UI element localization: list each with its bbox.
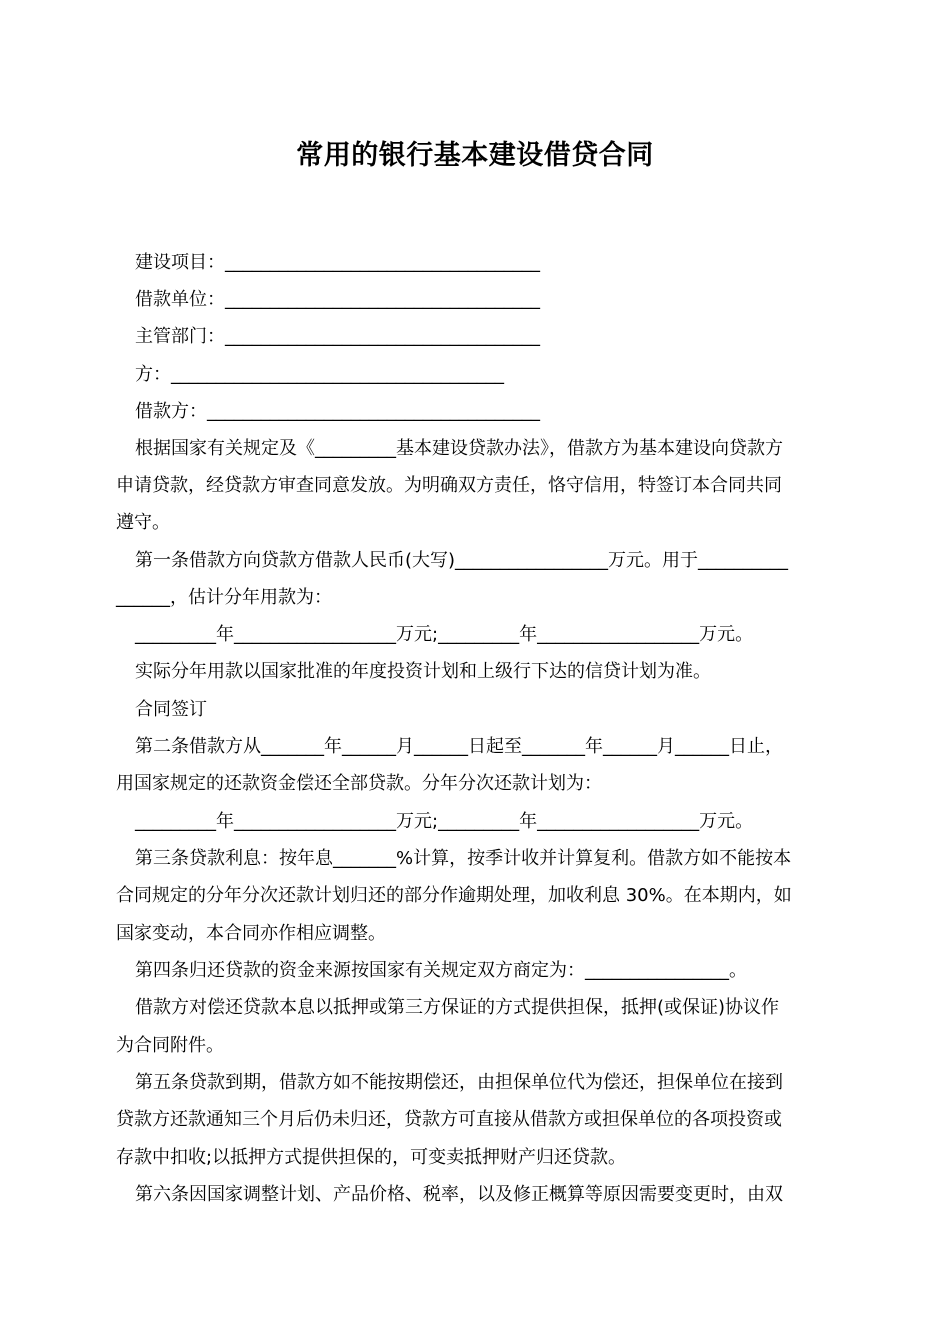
clause-2-line: 第二条借款方从_______年______月______日起至_______年______月______日止， (135, 736, 783, 757)
clause-5-line: 第五条贷款到期，借款方如不能按期偿还，由担保单位代为偿还，担保单位在接到 (135, 1072, 783, 1093)
clause-5-line: 贷款方还款通知三个月后仍未归还，贷款方可直接从借款方或担保单位的各项投资或 (116, 1109, 782, 1130)
paragraph-line: 为合同附件。 (116, 1035, 224, 1056)
field-supervising-department: 主管部门：___________________________________ (135, 326, 540, 347)
clause-6-line: 第六条因国家调整计划、产品价格、税率，以及修正概算等原因需要变更时，由双 (135, 1184, 783, 1205)
clause-1-schedule: _________年__________________万元;_________年__________________万元。 (135, 624, 754, 645)
paragraph-line: 实际分年用款以国家批准的年度投资计划和上级行下达的信贷计划为准。 (135, 661, 711, 682)
clause-4-line: 第四条归还贷款的资金来源按国家有关规定双方商定为：________________。 (135, 960, 747, 981)
clause-3-line: 第三条贷款利息：按年息_______%计算，按季计收并计算复利。借款方如不能按本 (135, 848, 792, 869)
clause-2-schedule: _________年__________________万元;_________年__________________万元。 (135, 811, 754, 832)
paragraph-line: 申请贷款，经贷款方审查同意发放。为明确双方责任，恪守信用，特签订本合同共同 (116, 475, 782, 496)
clause-1-line: ______，估计分年用款为： (116, 587, 332, 608)
field-construction-project: 建设项目：___________________________________ (135, 252, 540, 273)
section-heading: 合同签订 (135, 699, 207, 720)
paragraph-line: 根据国家有关规定及《_________基本建设贷款办法》，借款方为基本建设向贷款方 (135, 438, 783, 459)
clause-1-line: 第一条借款方向贷款方借款人民币(大写)_________________万元。用于__________ (135, 550, 789, 571)
clause-3-line: 国家变动，本合同亦作相应调整。 (116, 923, 386, 944)
clause-3-line: 合同规定的分年分次还款计划归还的部分作逾期处理，加收利息 30%。在本期内，如 (116, 885, 792, 906)
clause-2-line: 用国家规定的还款资金偿还全部贷款。分年分次还款计划为： (116, 773, 602, 794)
document-title: 常用的银行基本建设借贷合同 (296, 140, 654, 171)
field-borrowing-unit: 借款单位：___________________________________ (135, 289, 540, 310)
field-party: 方：_____________________________________ (135, 364, 504, 385)
field-borrower: 借款方：_____________________________________ (135, 401, 540, 422)
paragraph-line: 借款方对偿还贷款本息以抵押或第三方保证的方式提供担保，抵押(或保证)协议作 (135, 997, 780, 1018)
paragraph-line: 遵守。 (116, 512, 170, 533)
clause-5-line: 存款中扣收;以抵押方式提供担保的，可变卖抵押财产归还贷款。 (116, 1147, 627, 1168)
